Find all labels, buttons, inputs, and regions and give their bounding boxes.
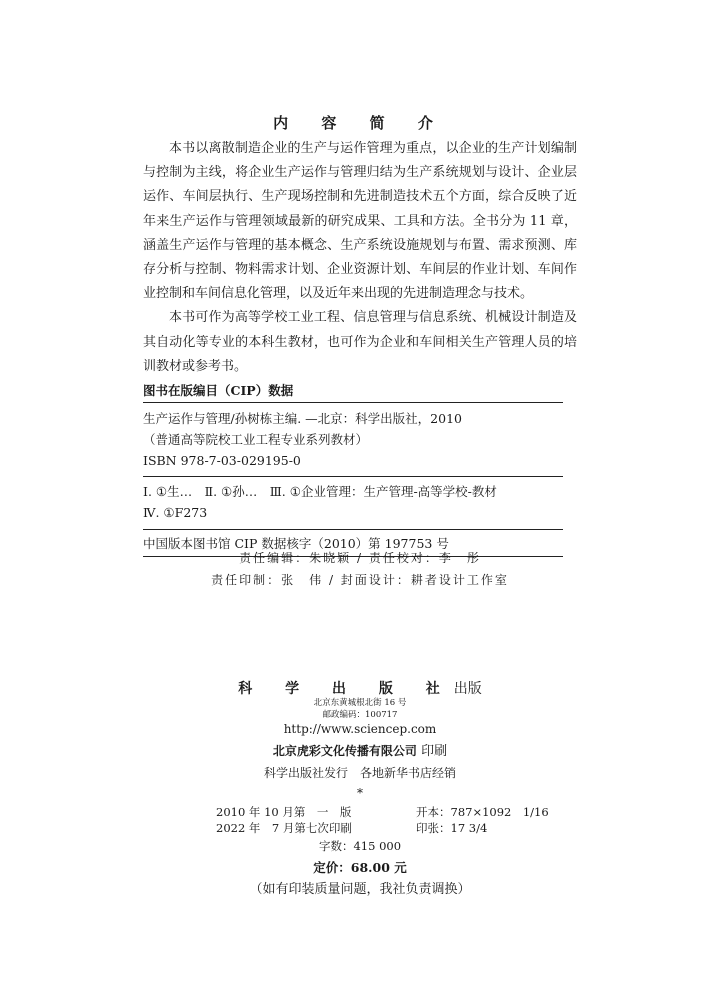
book-format: 开本：787×1092 1/16 [416, 805, 549, 819]
first-edition: 2010 年 10 月第 一 版 [216, 805, 352, 819]
printer-suffix: 印刷 [421, 744, 448, 759]
printing-row [216, 820, 487, 836]
intro-paragraph-2: 本书可作为高等学校工业工程、信息管理与信息系统、机械设计制造及其自动化等专业的本科生教材，也可作为企业和车间相关生产管理人员的培训教材或参考书。 [143, 310, 577, 374]
cip-title-line: 生产运作与管理/孙树栋主编. —北京：科学出版社，2010 [143, 411, 462, 426]
publisher-website: http://www.sciencep.com [283, 722, 437, 736]
cip-number-line: 中国版本图书馆 CIP 数据核字（2010）第 197753 号 [143, 529, 563, 554]
printer-line [0, 740, 720, 759]
print-sheets: 印张：17 3/4 [416, 821, 488, 835]
production-line: 责任印制：张 伟 / 封面设计：耕者设计工作室 [211, 573, 509, 587]
publisher-name-bold: 科 学 出 版 社 [238, 681, 454, 697]
cip-heading: 图书在版编目（CIP）数据 [143, 380, 563, 403]
intro-paragraph-1: 本书以离散制造企业的生产与运作管理为重点，以企业的生产计划编制与控制为主线，将企业生产运作与管理归结为生产系统规划与设计、企业层运作、车间层执行、生产现场控制和先进制造技术五个方面，综合反映了近年来生产运作与管理领域最新的研究成果、工具和方法。全书分为 11 章，涵盖生产运作与管理的基本概念、生产系统设施规划与布置、需求预测、库存分析与控制、物料需求计划、企业资源计划、车间层的作业计划、车间作业控制和车间信息化管理，以及近年来出现的先进制造理念与技术。 [143, 141, 577, 302]
reprint-info: 2022 年 7 月第七次印刷 [216, 821, 352, 835]
book-price: 定价：68.00 元 [313, 860, 407, 875]
separator-star: * [357, 786, 363, 800]
quality-notice: （如有印装质量问题，我社负责调换） [249, 882, 471, 897]
printer-name: 北京虎彩文化传播有限公司 [272, 744, 417, 758]
distribution-line: 科学出版社发行 各地新华书店经销 [263, 766, 456, 780]
cip-series-line: （普通高等院校工业工程专业系列教材） [143, 432, 369, 447]
word-count: 字数：415 000 [318, 839, 402, 853]
cip-class-line: Ⅳ. ①F273 [143, 505, 208, 520]
intro-title: 内 容 简 介 [273, 114, 447, 132]
publisher-postcode: 邮政编码：100717 [322, 710, 398, 720]
publisher-name-plain: 出版 [453, 681, 482, 697]
publisher-name [0, 678, 720, 698]
cip-block [143, 380, 563, 557]
cip-subject-line: Ⅰ. ①生… Ⅱ. ①孙… Ⅲ. ①企业管理：生产管理-高等学校-教材 [143, 476, 563, 502]
cip-isbn-line: ISBN 978-7-03-029195-0 [143, 453, 301, 468]
edition-row [216, 804, 549, 820]
editor-line: 责任编辑：朱晓颖 / 责任校对：李 彤 [239, 551, 481, 565]
publisher-address: 北京东黄城根北街 16 号 [313, 698, 407, 708]
intro-body [143, 137, 577, 379]
